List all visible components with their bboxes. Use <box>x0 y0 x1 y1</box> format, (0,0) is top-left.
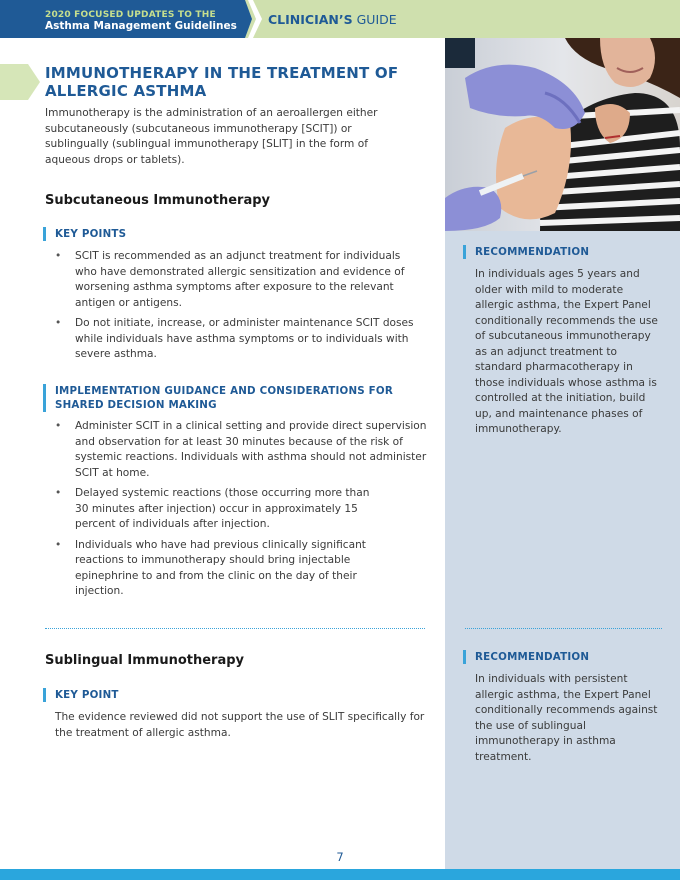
list-item: • Administer SCIT in a clinical setting and provide direct supervision and observation for at least 30 minutes because of the risk of systemic reactions. Individuals with asthma should not administer SCIT at home. <box>55 419 427 481</box>
header-guide-bold: CLINICIAN’S <box>268 12 353 27</box>
header-guide-normal: GUIDE <box>356 12 397 27</box>
list-item: • Delayed systemic reactions (those occurring more than 30 minutes after injection) occur in approximately 15 percent of individuals after injection. <box>55 486 427 533</box>
injection-photo <box>445 38 680 231</box>
scit-guidance-list <box>55 419 427 605</box>
slit-recommendation-text: In individuals with persistent allergic asthma, the Expert Panel conditionally recommends against the use of sublingual immunotherapy in asthma treatment. <box>475 673 658 763</box>
header-subtitle: 2020 FOCUSED UPDATES TO THE <box>45 10 216 20</box>
scit-guidance-label: IMPLEMENTATION GUIDANCE AND CONSIDERATIONS FOR SHARED DECISION MAKING <box>43 384 403 412</box>
section-divider-left <box>45 628 425 629</box>
slit-heading: Sublingual Immunotherapy <box>45 653 245 668</box>
section-divider-right <box>465 628 662 629</box>
slit-recommendation-label: RECOMMENDATION <box>463 650 589 664</box>
scit-heading: Subcutaneous Immunotherapy <box>45 193 271 208</box>
slit-key-point-text: The evidence reviewed did not support the use of SLIT specifically for the treatment of allergic asthma. <box>55 711 425 739</box>
header-title: Asthma Management Guidelines <box>45 20 237 32</box>
page-header <box>0 0 680 38</box>
scit-recommendation-label: RECOMMENDATION <box>463 245 589 259</box>
page-number: 7 <box>336 850 344 864</box>
section-tab-arrow <box>0 64 40 100</box>
list-item: • Individuals who have had previous clinically significant reactions to immunotherapy should bring injectable epinephrine to and from the clinic on the day of their injection. <box>55 538 427 600</box>
list-item: • SCIT is recommended as an adjunct treatment for individuals who have demonstrated allergic sensitization and evidence of worsening asthma symptoms after exposure to the relevant antigen or antigens. <box>55 249 425 311</box>
page-title: IMMUNOTHERAPY IN THE TREATMENT OF ALLERGIC ASTHMA <box>45 64 399 100</box>
footer-bar <box>0 869 680 880</box>
list-item: • Do not initiate, increase, or administer maintenance SCIT doses while individuals have asthma symptoms or to individuals with severe asthma. <box>55 316 425 363</box>
header-guide-label <box>268 12 397 27</box>
injection-illustration <box>445 38 680 231</box>
scit-key-points-list <box>55 249 425 368</box>
slit-key-point-label: KEY POINT <box>43 688 119 702</box>
scit-recommendation-text: In individuals ages 5 years and older with mild to moderate allergic asthma, the Expert Panel conditionally recommends the use of subcutaneous immunotherapy as an adjunct treatment to standard pharmacotherapy in those individuals whose asthma is controlled at the initiation, build up, and maintenance phases of immunotherapy. <box>475 268 658 435</box>
intro-paragraph: Immunotherapy is the administration of an aeroallergen either subcutaneously (subcutaneous immunotherapy [SCIT]) or sublingually (sublingual immunotherapy [SLIT] in the form of aqueous drops or tablets). <box>45 107 378 166</box>
scit-key-points-label: KEY POINTS <box>43 227 126 241</box>
